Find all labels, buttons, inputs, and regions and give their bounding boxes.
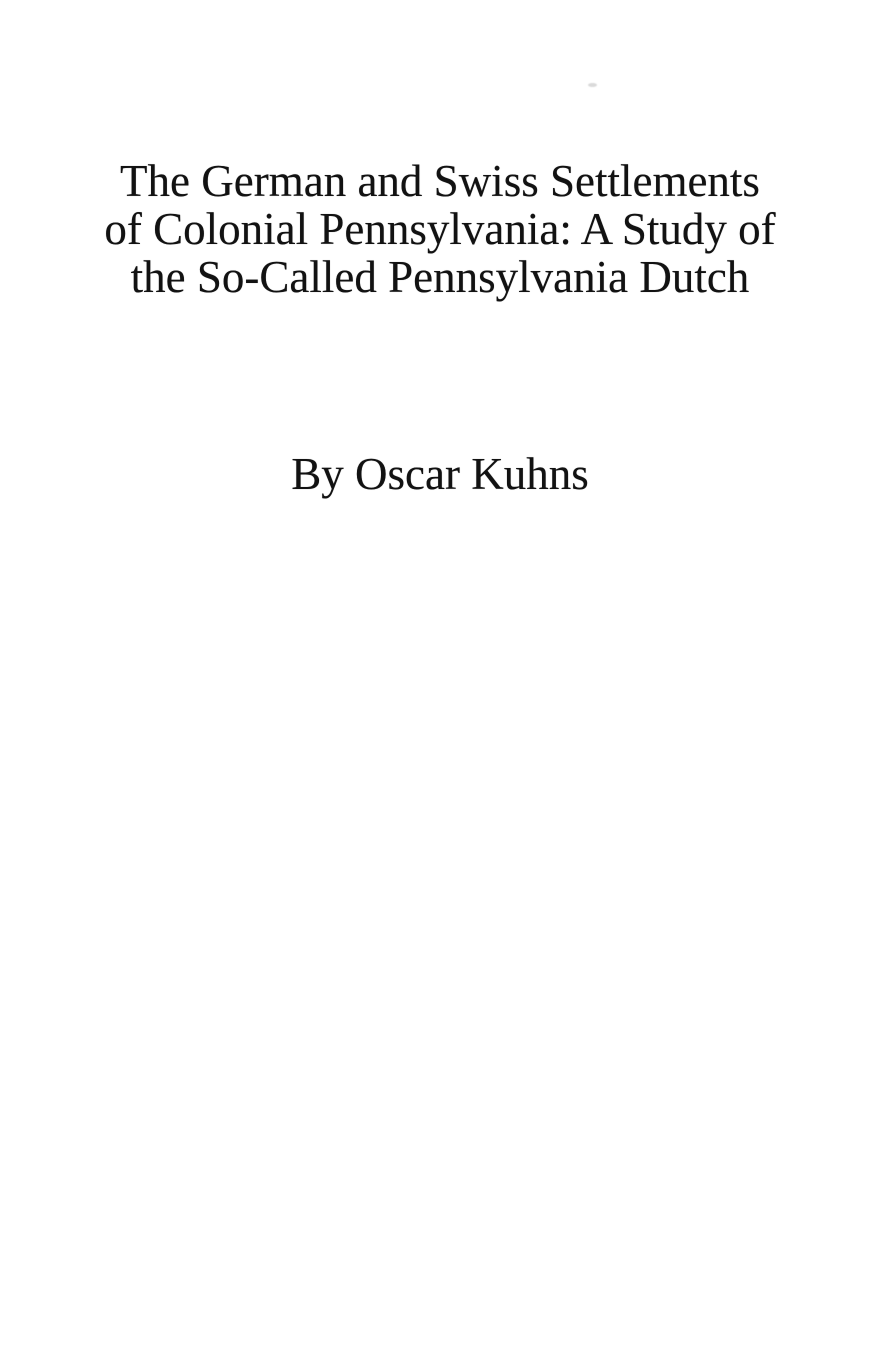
title-line-2: of Colonial Pennsylvania: A Study of <box>104 204 776 254</box>
scan-artifact <box>588 83 597 87</box>
title-line-3: the So-Called Pennsylvania Dutch <box>130 252 750 302</box>
author-byline: By Oscar Kuhns <box>291 449 589 499</box>
book-title <box>0 157 880 301</box>
title-line-1: The German and Swiss Settlements <box>120 156 760 206</box>
